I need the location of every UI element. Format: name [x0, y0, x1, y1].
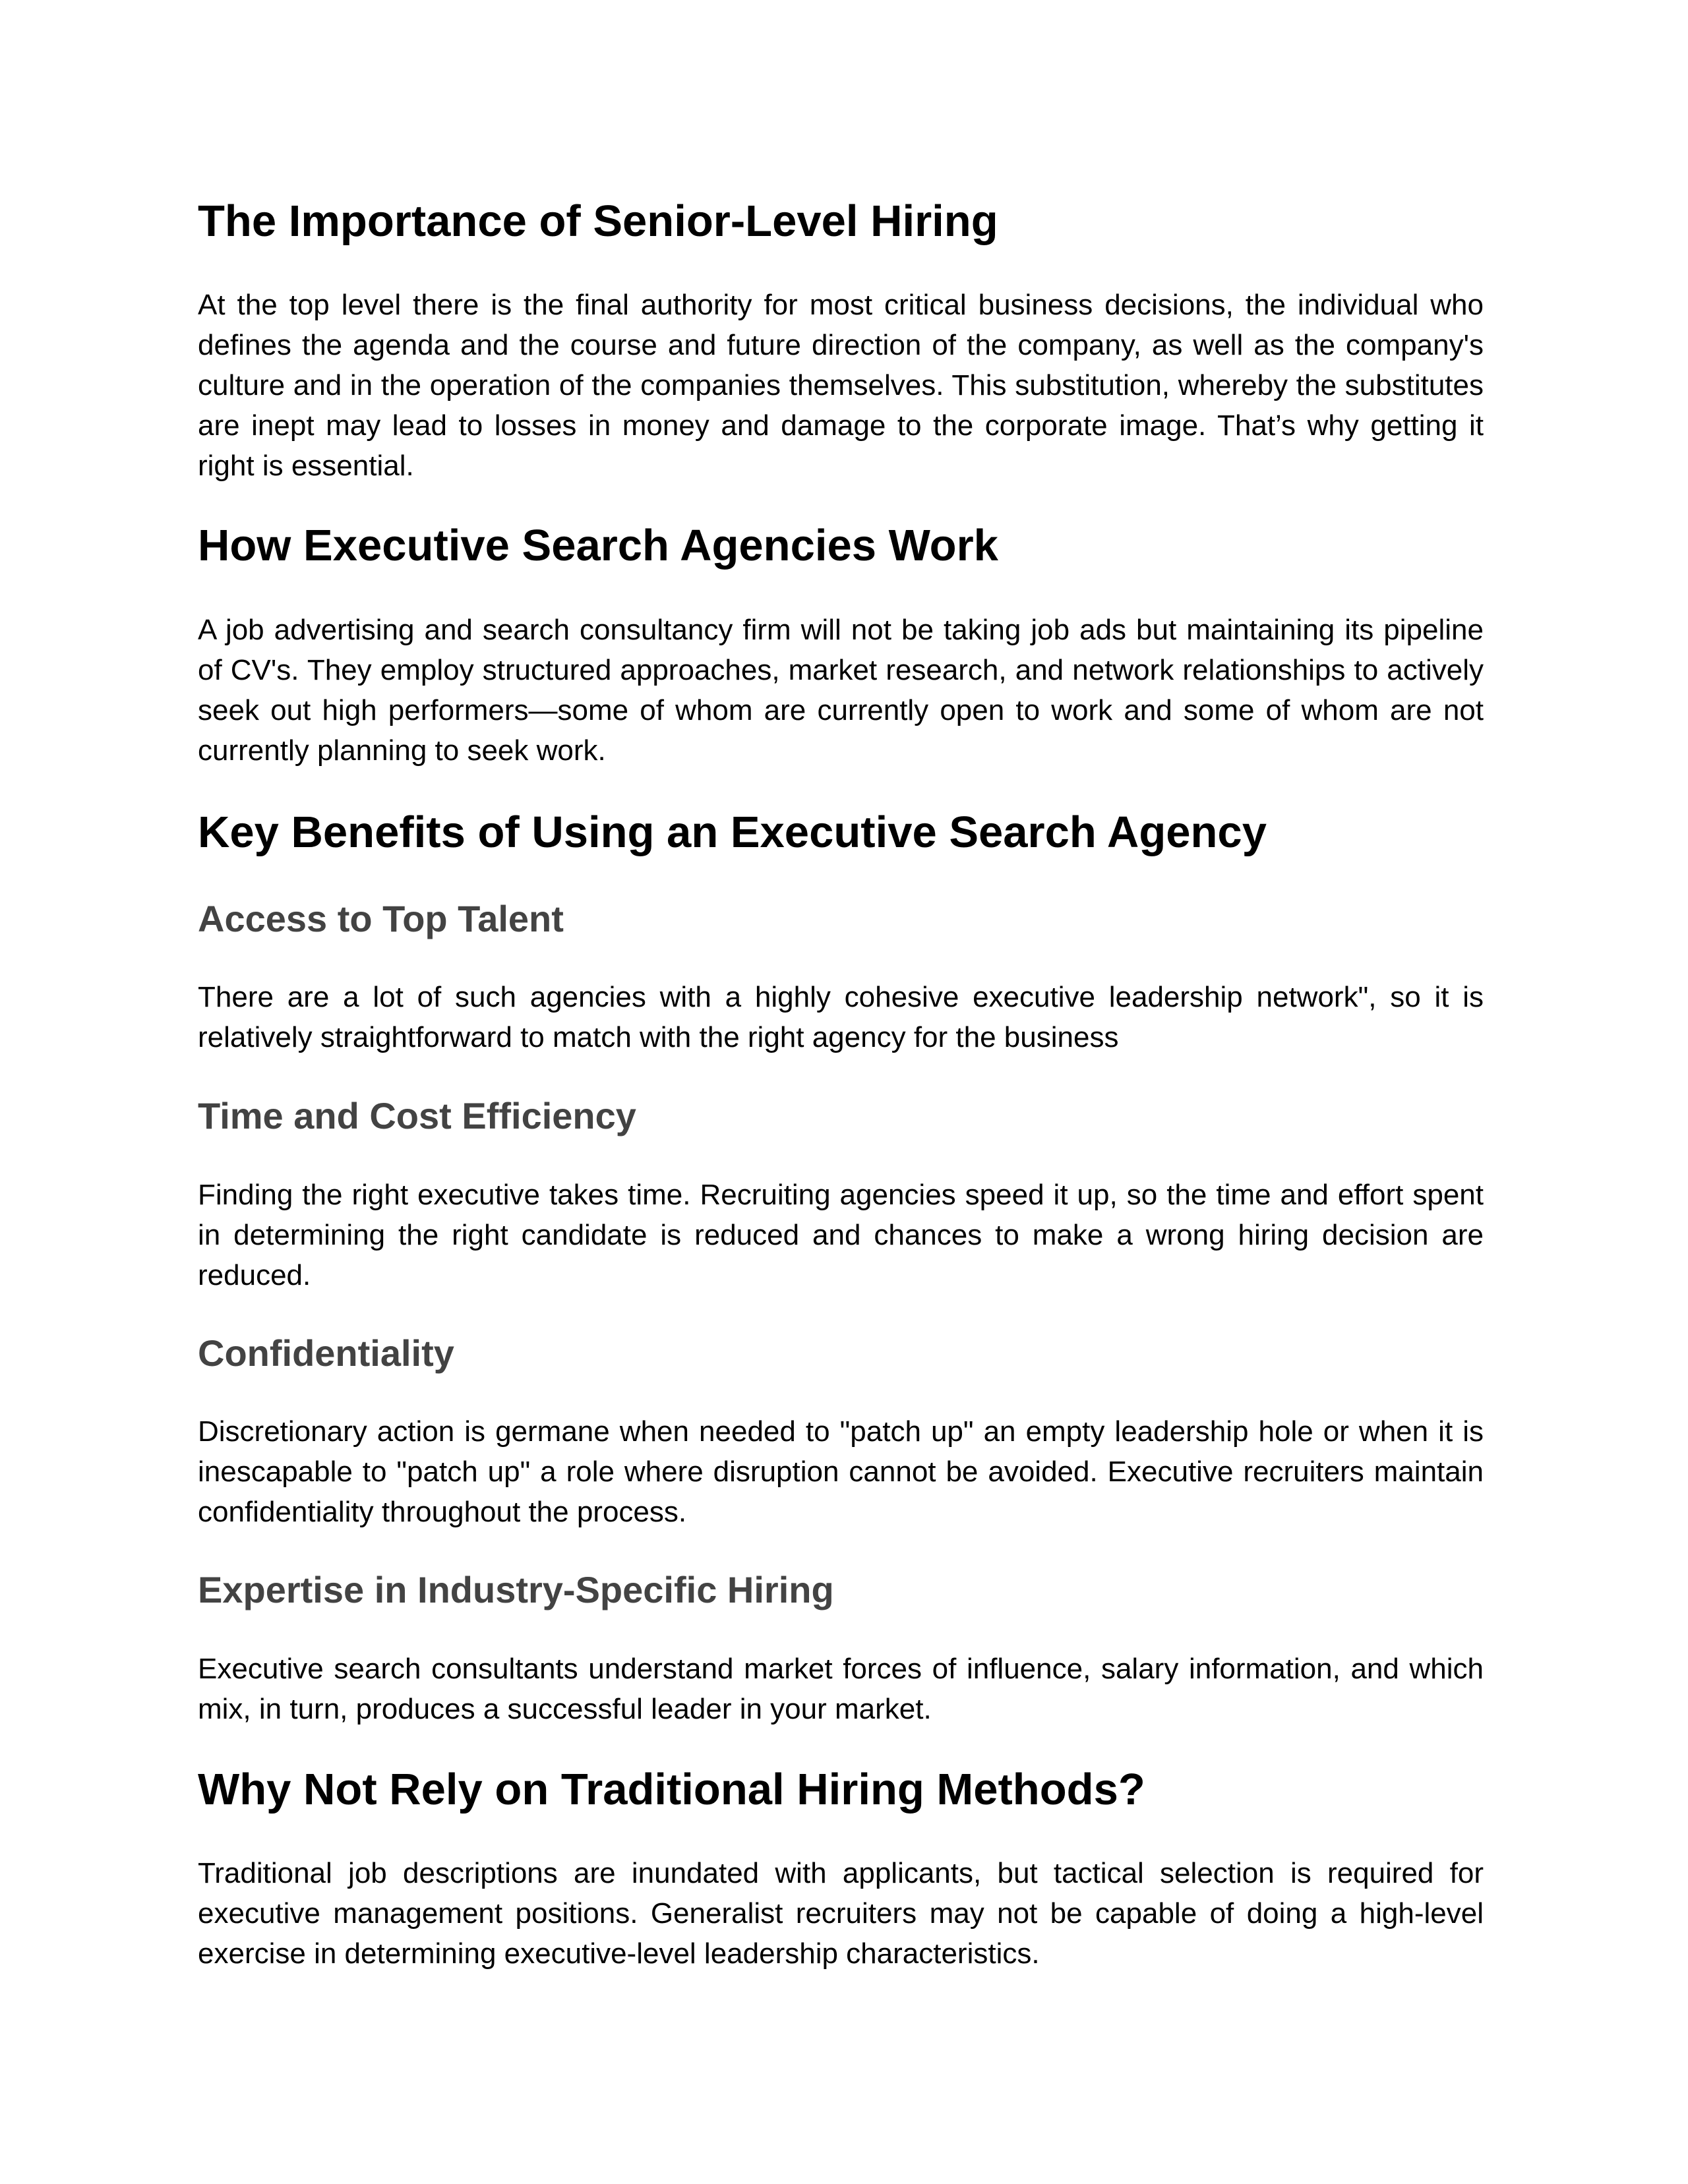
section-paragraph-senior-level-hiring: At the top level there is the final authority for most critical business decisions, the individual who defines the agenda and the course and future direction of the company, as well as the company's culture and in the operation of the companies themselves. This substitution, whereby the substitutes are inept may lead to losses in money and damage to the corporate image. That’s why getting it right is essential. [198, 289, 1484, 482]
subsection-paragraph-industry-expertise: Executive search consultants understand market forces of influence, salary information, and which mix, in turn, produces a successful leader in your market. [198, 1653, 1484, 1725]
subsection-paragraph-confidentiality: Discretionary action is germane when needed to "patch up" an empty leadership hole or when it is inescapable to "patch up" a role where disruption cannot be avoided. Executive recruiters maintain confidentiality throughout the process. [198, 1415, 1484, 1528]
section-heading-key-benefits: Key Benefits of Using an Executive Search Agency [198, 808, 1267, 857]
subsection-heading-industry-expertise: Expertise in Industry-Specific Hiring [198, 1569, 834, 1610]
subsection-heading-time-and-cost: Time and Cost Efficiency [198, 1095, 636, 1136]
subsection-heading-access-to-top-talent: Access to Top Talent [198, 898, 564, 939]
section-heading-how-agencies-work: How Executive Search Agencies Work [198, 521, 998, 570]
section-paragraph-how-agencies-work: A job advertising and search consultancy firm will not be taking job ads but maintaining its pipeline of CV's. They employ structured approaches, market research, and network relationships to actively seek out high performers—some of whom are currently open to work and some of whom are not currently planning to seek work. [198, 614, 1484, 767]
section-paragraph-traditional-methods: Traditional job descriptions are inundated with applicants, but tactical selection is required for executive management positions. Generalist recruiters may not be capable of doing a high-level exercise in determining executive-level leadership characteristics. [198, 1857, 1484, 1970]
subsection-paragraph-time-and-cost: Finding the right executive takes time. Recruiting agencies speed it up, so the time and effort spent in determining the right candidate is reduced and chances to make a wrong hiring decision are reduced. [198, 1179, 1484, 1291]
section-heading-traditional-methods: Why Not Rely on Traditional Hiring Methods? [198, 1765, 1145, 1814]
subsection-paragraph-access-to-top-talent: There are a lot of such agencies with a highly cohesive executive leadership network", so it is relatively straightforward to match with the right agency for the business [198, 981, 1484, 1053]
subsection-heading-confidentiality: Confidentiality [198, 1332, 454, 1374]
section-heading-senior-level-hiring: The Importance of Senior-Level Hiring [198, 196, 998, 246]
